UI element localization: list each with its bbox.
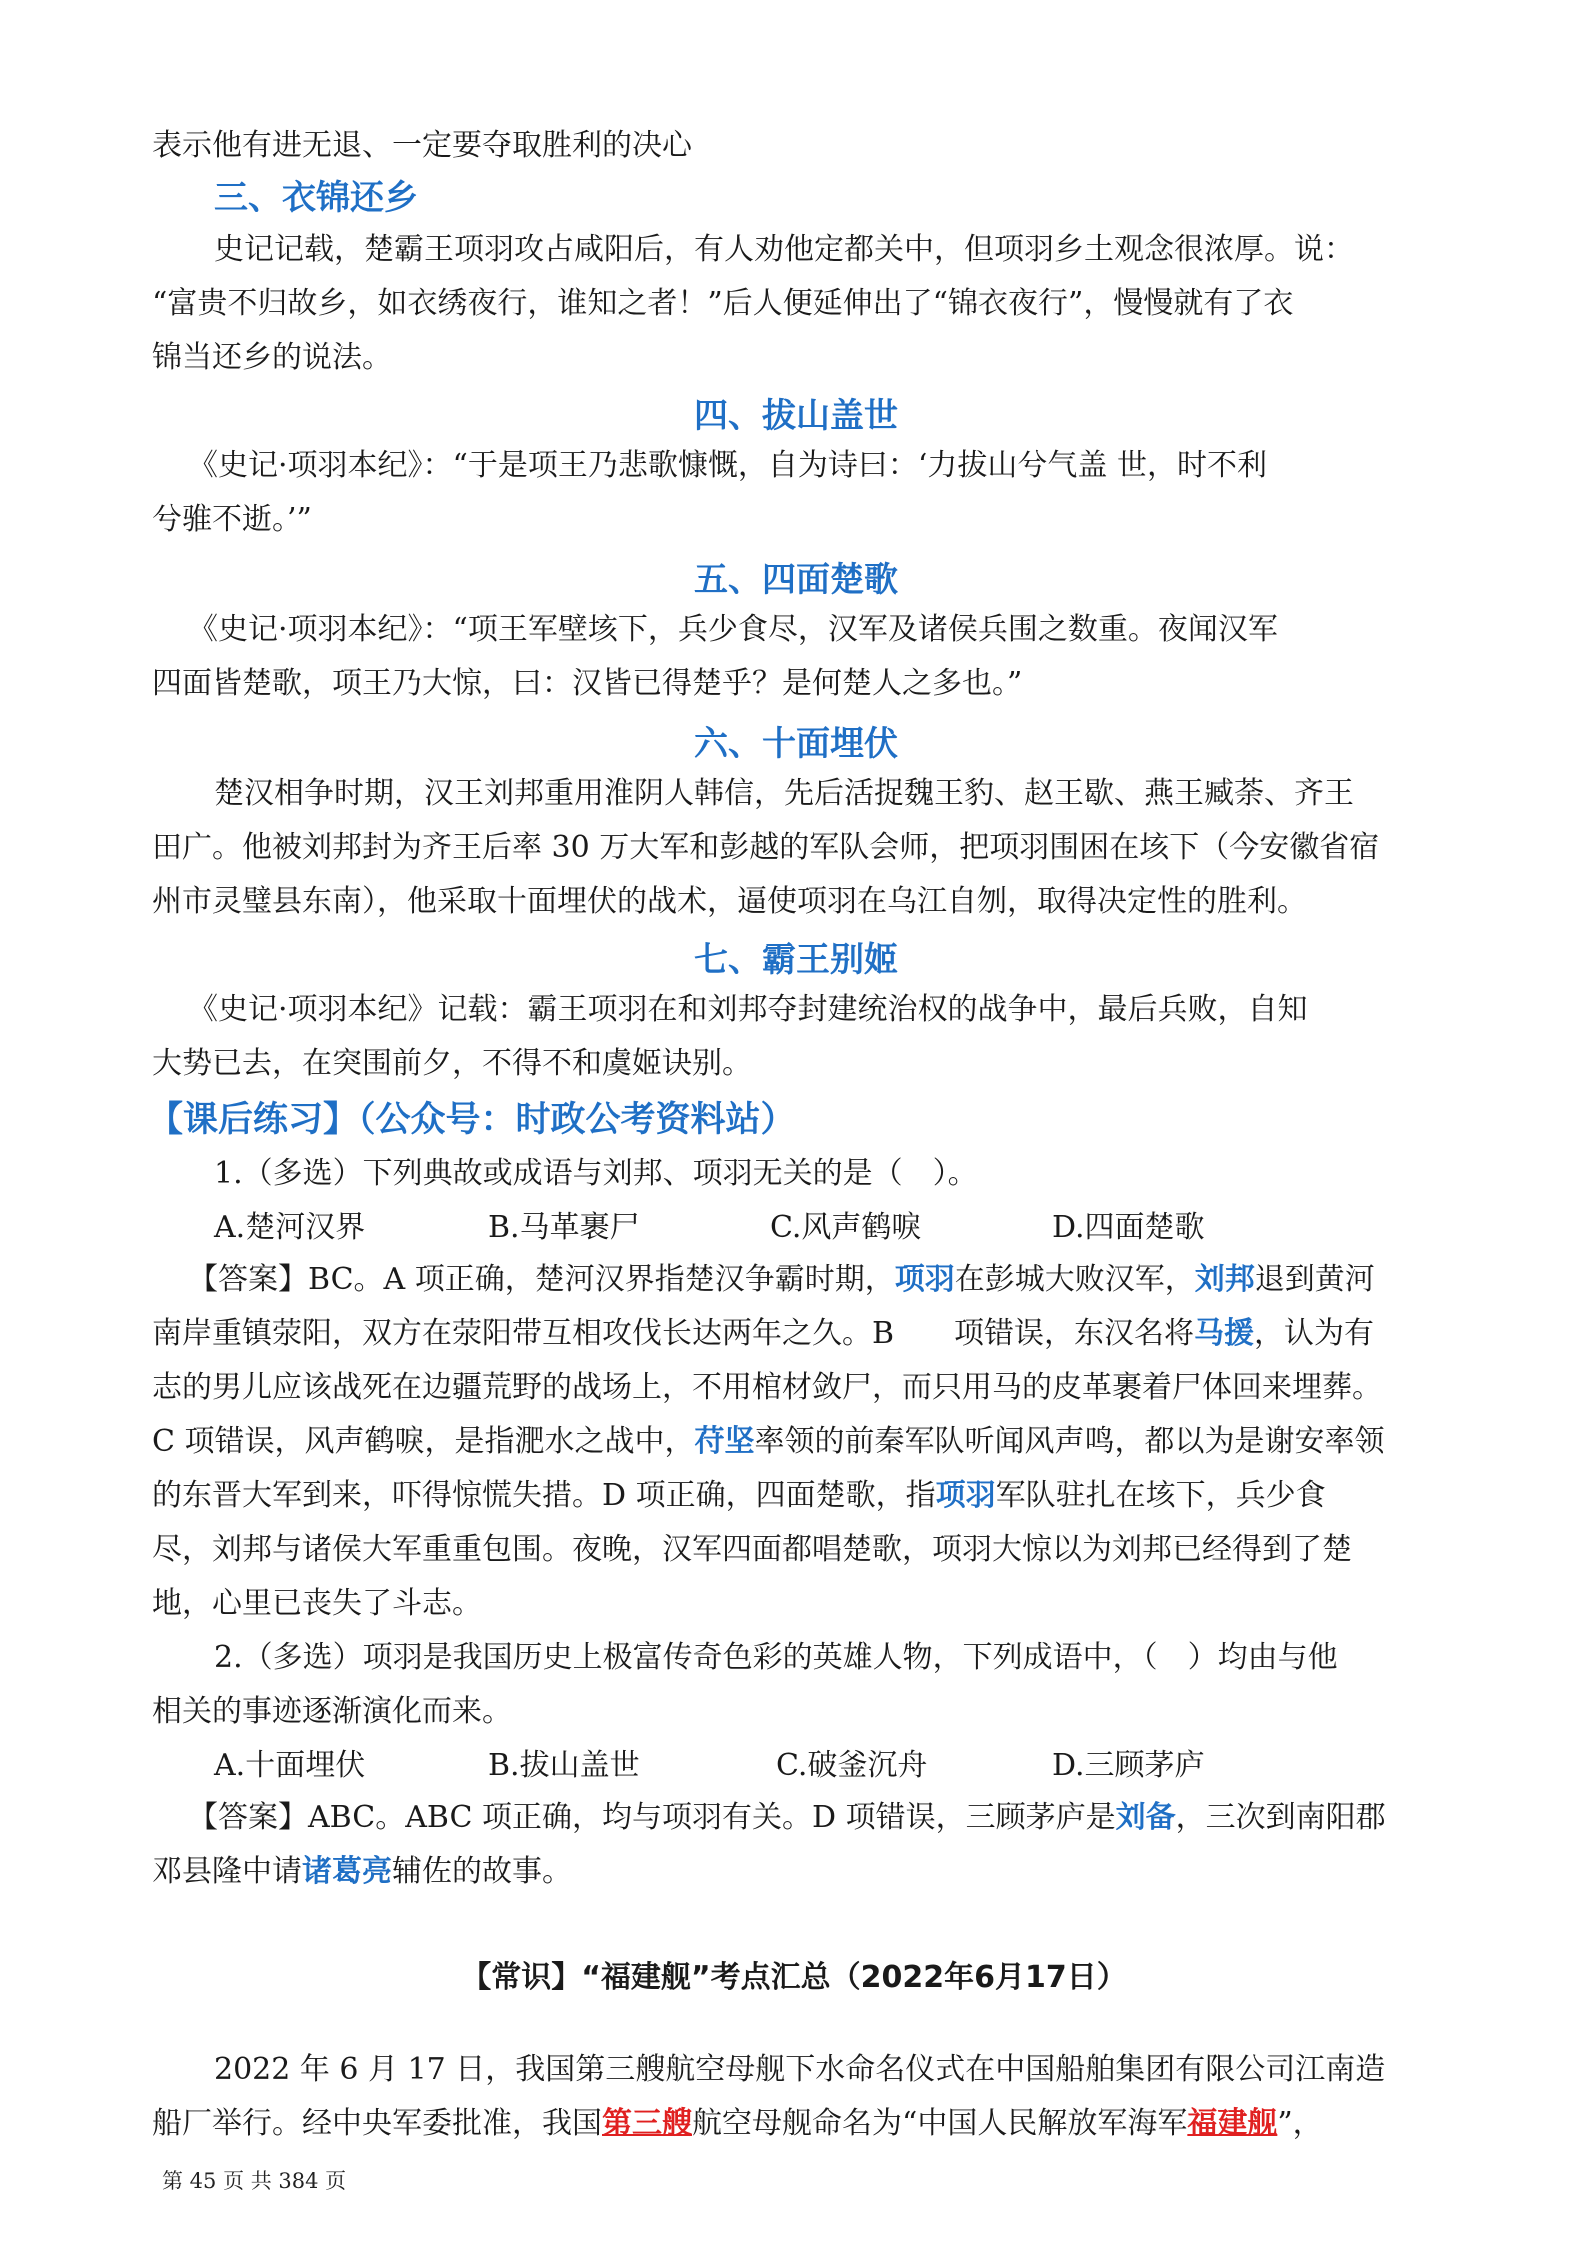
answer-2-line	[152, 1854, 572, 1890]
commonsense-paragraph	[152, 2106, 1323, 2142]
paragraph-text: 航空母舰命名为“中国人民解放军海军	[692, 2106, 1188, 2141]
question-2-stem: 相关的事迹逐渐演化而来。	[152, 1694, 512, 1729]
paragraph-text: ”，	[1277, 2106, 1323, 2141]
keyword-highlight-red: 福建舰	[1187, 2106, 1278, 2141]
section-2-tail: 表示他有进无退、一定要夺取胜利的决心	[152, 128, 692, 163]
keyword-highlight: 诸葛亮	[302, 1854, 392, 1889]
keyword-highlight: 刘备	[1115, 1800, 1176, 1835]
answer-text: 退到黄河	[1254, 1262, 1375, 1297]
answer-text: 邓县隆中请	[152, 1854, 302, 1889]
heading-section-5: 五、四面楚歌	[694, 560, 898, 600]
answer-1-line: 尽，刘邦与诸侯大军重重包围。夜晚，汉军四面都唱楚歌，项羽大惊以为刘邦已经得到了楚	[152, 1532, 1352, 1567]
paragraph-line: 史记记载，楚霸王项羽攻占咸阳后，有人劝他定都关中，但项羽乡土观念很浓厚。说：	[214, 232, 1354, 267]
answer-text: 【答案】BC。A 项正确，楚河汉界指楚汉争霸时期，	[188, 1262, 895, 1297]
paragraph-line: “富贵不归故乡，如衣绣夜行，谁知之者！”后人便延伸出了“锦衣夜行”，慢慢就有了衣	[152, 286, 1294, 321]
answer-1-line	[152, 1424, 1385, 1460]
paragraph-line: 四面皆楚歌，项王乃大惊，曰：汉皆已得楚乎？是何楚人之多也。”	[152, 666, 1023, 701]
answer-text: 军队驻扎在垓下，兵少食	[995, 1478, 1326, 1513]
answer-text: 辅佐的故事。	[392, 1854, 572, 1889]
paragraph-line: 田广。他被刘邦封为齐王后率 30 万大军和彭越的军队会师，把项羽围困在垓下（今安徽省宿	[152, 830, 1380, 865]
answer-1-line	[188, 1262, 1375, 1298]
answer-1-line: 志的男儿应该战死在边疆荒野的战场上，不用棺材敛尸，而只用马的皮革裹着尸体回来埋葬。	[152, 1370, 1382, 1405]
answer-2-line	[188, 1800, 1386, 1836]
answer-1-line: 地，心里已丧失了斗志。	[152, 1586, 482, 1621]
question-2-option-c: C.破釜沉舟	[776, 1748, 928, 1783]
heading-section-6: 六、十面埋伏	[694, 724, 898, 764]
paragraph-line: 《史记·项羽本纪》：“项王军壁垓下，兵少食尽，汉军及诸侯兵围之数重。夜闻汉军	[188, 612, 1278, 647]
question-2-option-d: D.三顾茅庐	[1052, 1748, 1205, 1783]
heading-section-4: 四、拔山盖世	[694, 396, 898, 436]
question-1-option-d: D.四面楚歌	[1052, 1210, 1205, 1245]
question-2-option-b: B.拔山盖世	[488, 1748, 640, 1783]
question-1-option-a: A.楚河汉界	[214, 1210, 366, 1245]
heading-section-7: 七、霸王别姬	[694, 940, 898, 980]
question-2-stem: 2.（多选）项羽是我国历史上极富传奇色彩的英雄人物，下列成语中，（ ）均由与他	[214, 1640, 1338, 1675]
paragraph-line: 大势已去，在突围前夕，不得不和虞姬诀别。	[152, 1046, 752, 1081]
question-1-option-c: C.风声鹤唳	[770, 1210, 922, 1245]
paragraph-line: 州市灵璧县东南），他采取十面埋伏的战术，逼使项羽在乌江自刎，取得决定性的胜利。	[152, 884, 1307, 919]
commonsense-paragraph: 2022 年 6 月 17 日，我国第三艘航空母舰下水命名仪式在中国船舶集团有限公司江南造	[214, 2052, 1386, 2087]
keyword-highlight: 项羽	[894, 1262, 955, 1297]
question-1-stem: 1.（多选）下列典故或成语与刘邦、项羽无关的是（ ）。	[214, 1156, 978, 1191]
practice-heading: 【课后练习】（公众号：时政公考资料站）	[148, 1100, 796, 1140]
keyword-highlight-red: 第三艘	[602, 2106, 692, 2141]
answer-text: ，三次到南阳郡	[1175, 1800, 1386, 1835]
answer-text: 的东晋大军到来，吓得惊慌失措。D 项正确，四面楚歌，指	[152, 1478, 936, 1513]
answer-text: 率领的前秦军队听闻风声鸣，都以为是谢安率领	[754, 1424, 1385, 1459]
paragraph-line: 锦当还乡的说法。	[152, 340, 392, 375]
answer-1-line	[152, 1478, 1326, 1514]
page-number-footer: 第 45 页 共 384 页	[162, 2169, 347, 2193]
answer-text: 在彭城大败汉军，	[954, 1262, 1195, 1297]
paragraph-line: 《史记·项羽本纪》记载：霸王项羽在和刘邦夺封建统治权的战争中，最后兵败，自知	[188, 992, 1308, 1027]
answer-1-line	[152, 1316, 1374, 1352]
answer-text: ，认为有	[1254, 1316, 1375, 1351]
paragraph-text: 船厂举行。经中央军委批准，我国	[152, 2106, 602, 2141]
commonsense-title: 【常识】“福建舰”考点汇总（2022年6月17日）	[461, 1960, 1127, 1995]
paragraph-line: 《史记·项羽本纪》：“于是项王乃悲歌慷慨，自为诗曰：‘力拔山兮气盖 世，时不利	[188, 448, 1267, 483]
keyword-highlight: 项羽	[935, 1478, 996, 1513]
question-1-option-b: B.马革裹尸	[488, 1210, 640, 1245]
answer-text: 【答案】ABC。ABC 项正确，均与项羽有关。D 项错误，三顾茅庐是	[188, 1800, 1116, 1835]
paragraph-line: 楚汉相争时期，汉王刘邦重用淮阴人韩信，先后活捉魏王豹、赵王歇、燕王臧荼、齐王	[214, 776, 1354, 811]
paragraph-line: 兮骓不逝。’”	[152, 502, 312, 537]
question-2-option-a: A.十面埋伏	[214, 1748, 366, 1783]
keyword-highlight: 刘邦	[1194, 1262, 1255, 1297]
answer-text: 南岸重镇荥阳，双方在荥阳带互相攻伐长达两年之久。B 项错误，东汉名将	[152, 1316, 1195, 1351]
keyword-highlight: 马援	[1194, 1316, 1255, 1351]
answer-text: C 项错误，风声鹤唳，是指淝水之战中，	[152, 1424, 695, 1459]
heading-section-3: 三、衣锦还乡	[214, 178, 418, 218]
keyword-highlight: 苻坚	[694, 1424, 755, 1459]
